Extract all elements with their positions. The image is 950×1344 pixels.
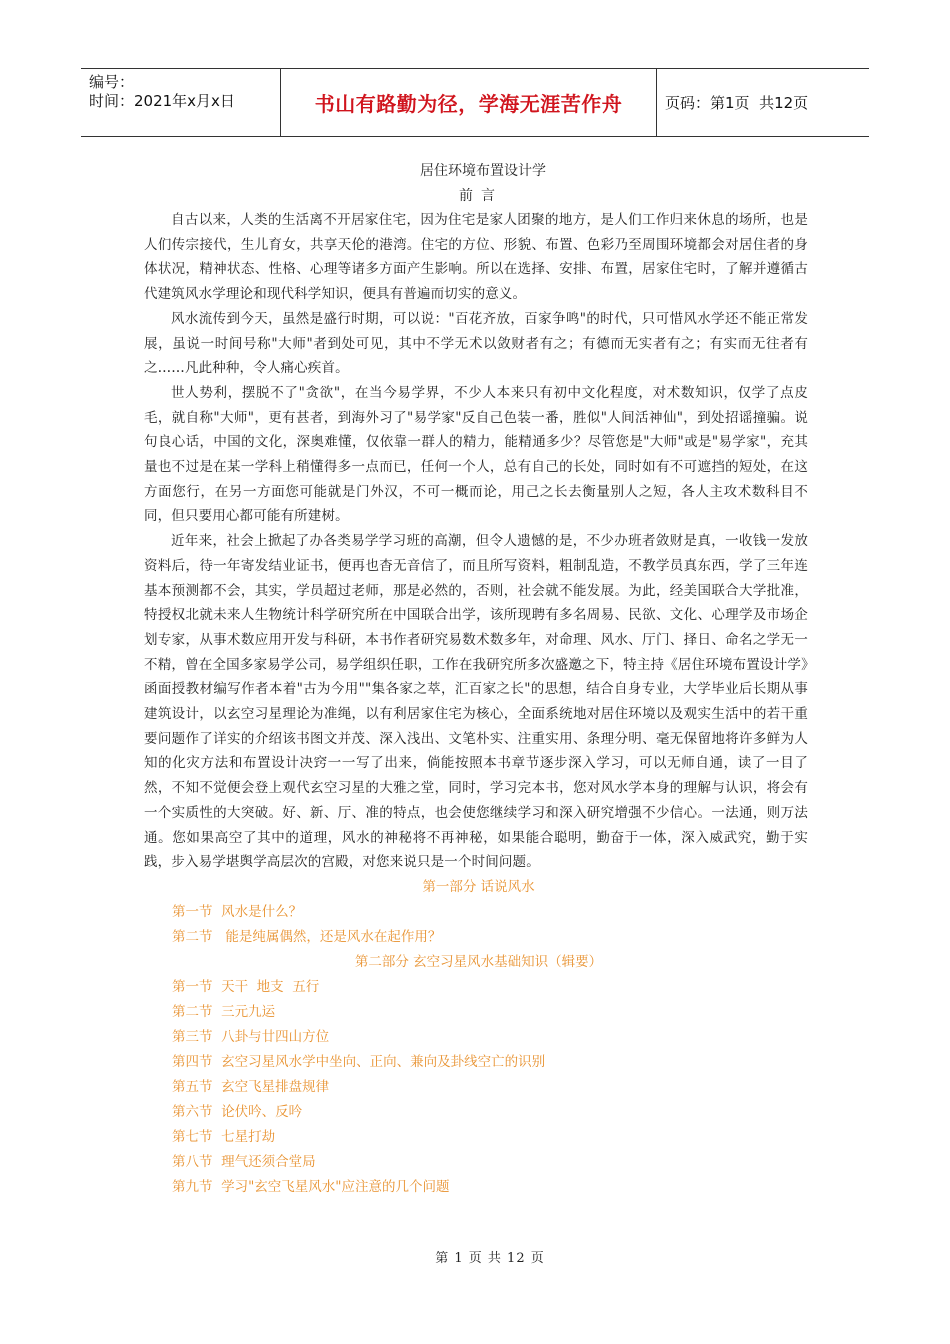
toc-part-heading: 第一部分 话说风水 [422, 878, 535, 895]
header-page-info: 页码：第1页 共12页 [665, 94, 809, 112]
paragraph: 自古以来，人类的生活离不开居家住宅，因为住宅是家人团聚的地方，是人们工作归来休息的场所，也是人们传宗接代，生儿育女，共享天伦的港湾。住宅的方位、形貌、布置、色彩乃至周围环境都会对居住者的身体状况，精神状态、性格、心理等诸多方面产生影响。所以在选择、安排、布置，居家住宅时，了解并遵循古代建筑风水学理论和现代科学知识，便具有普遍而切实的意义。 [144, 212, 808, 303]
toc-item[interactable]: 第六节 论伏吟、反吟 [172, 1103, 303, 1120]
header-meta-cell [81, 69, 281, 136]
paragraph: 近年来，社会上掀起了办各类易学学习班的高潮，但令人遗憾的是，不少办班者敛财是真，一收钱一发放资料后，待一年寄发结业证书，便再也杳无音信了，而且所写资料，粗制乱造，不教学员真东西，学了三年连基本预测都不会，其实，学员超过老师，那是必然的，否则，社会就不能发展。为此，经美国联合大学批准，特授权北就未来人生物统计科学研究所在中国联合出学，该所现聘有多名周易、民欲、文化、心理学及市场企划专家，从事术数应用开发与科研，本书作者研究易数术数多年，对命理、风水、厅门、择日、命名之学无一不精，曾在全国多家易学公司，易学组织任职，工作在我研究所多次盛邀之下，特主持《居住环境布置设计学》函面授教材编写作者本着"古为今用""集各家之萃，汇百家之长"的思想，结合自身专业，大学毕业后长期从事建筑设计，以玄空习星理论为准绳，以有利居家住宅为核心，全面系统地对居住环境以及观实生活中的若干重要问题作了详实的介绍该书图文并茂、深入浅出、文笔朴实、注重实用、条理分明、毫无保留地将许多鲜为人知的化灾方法和布置设计决窍一一写了出来，倘能按照本书章节逐步深入学习，可以无师自通，读了一目了然，不知不觉便会登上观代玄空习星的大雅之堂，同时，学习完本书，您对风水学本身的理解与认识，将会有一个实质性的大突破。好、新、厅、准的特点，也会使您继续学习和深入研究增强不少信心。一法通，则万法通。您如果高空了其中的道理，风水的神秘将不再神秘，如果能合聪明，勤奋于一体，深入威武究，勤于实践，步入易学堪舆学高层次的宫殿，对您来说只是一个时间问题。 [144, 533, 808, 871]
document-subtitle: 前言 [459, 188, 503, 204]
header-page-info-cell [657, 69, 869, 136]
paragraph: 风水流传到今天，虽然是盛行时期，可以说："百花齐放，百家争鸣"的时代，只可惜风水学还不能正常发展，虽说一时间号称"大师"者到处可见，其中不学无术以敛财者有之；有德而无实者有之；有实而无往者有之……凡此种种，令人痛心疾首。 [144, 310, 808, 377]
page-header [81, 68, 869, 137]
toc-item[interactable]: 第九节 学习"玄空飞星风水"应注意的几个问题 [172, 1178, 450, 1195]
toc-item[interactable]: 第一节 天干 地支 五行 [172, 978, 320, 995]
page-footer: 第 1 页 共 12 页 [435, 1251, 545, 1266]
toc-item[interactable]: 第三节 八卦与廿四山方位 [172, 1028, 330, 1045]
toc-item[interactable]: 第一节 风水是什么？ [172, 903, 303, 920]
table-of-contents [144, 875, 808, 1200]
toc-item[interactable]: 第八节 理气还须合堂局 [172, 1153, 316, 1170]
document-body [144, 158, 808, 1200]
document-title: 居住环境布置设计学 [420, 163, 546, 179]
toc-item[interactable]: 第五节 玄空飞星排盘规律 [172, 1078, 330, 1095]
toc-item[interactable]: 第七节 七星打劫 [172, 1128, 276, 1145]
toc-item[interactable]: 第四节 玄空习星风水学中坐向、正向、兼向及卦线空亡的识别 [172, 1053, 546, 1070]
header-motto: 书山有路勤为径，学海无涯苦作舟 [281, 69, 657, 136]
document-number-label: 编号： [89, 73, 135, 91]
paragraph: 世人势利，摆脱不了"贪欲"，在当今易学界，不少人本来只有初中文化程度，对术数知识，仅学了点皮毛，就自称"大师"，更有甚者，到海外习了"易学家"反自己色装一番，胜似"人间活神仙"，到处招谣撞骗。说句良心话，中国的文化，深奥难懂，仅依靠一群人的精力，能精通多少？尽管您是"大师"或是"易学家"，充其量也不过是在某一学科上稍懂得多一点而已，任何一个人，总有自己的长处，同时如有不可遮挡的短处，在这方面您行，在另一方面您可能就是门外汉，不可一概而论，用己之长去衡量别人之短，各人主攻术数科目不同，但只要用心都可能有所建树。 [144, 384, 808, 525]
toc-item[interactable]: 第二节 能是纯属偶然，还是风水在起作用？ [172, 928, 442, 945]
toc-part-heading: 第二部分 玄空习星风水基础知识（辑要） [354, 953, 603, 970]
toc-item[interactable]: 第二节 三元九运 [172, 1003, 276, 1020]
document-date-label: 时间：2021年x月x日 [89, 92, 235, 110]
